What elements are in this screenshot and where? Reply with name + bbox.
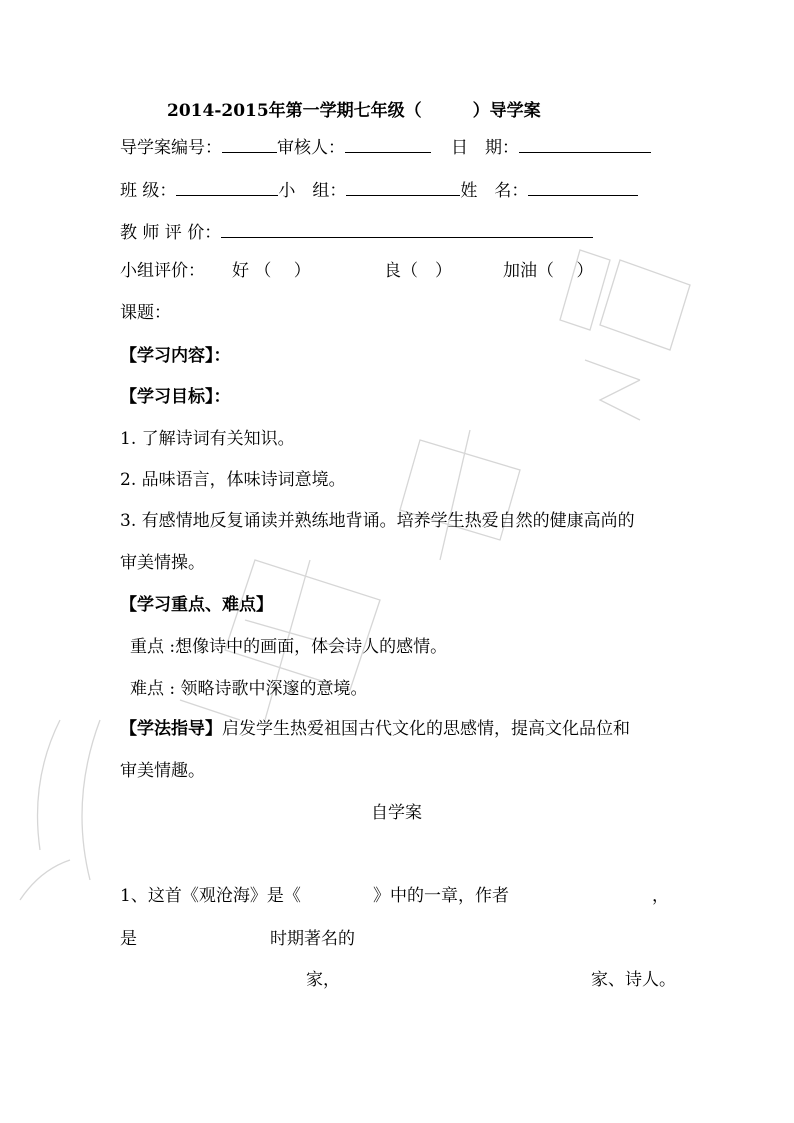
- q1-part1: 1、这首《观沧海》是《: [120, 886, 301, 906]
- goal-item: 2. 品味语言，体味诗词意境。: [120, 470, 346, 490]
- info-row-2: [120, 178, 638, 202]
- guide-no-label: 导学案编号：: [120, 138, 222, 158]
- difficult-point: 难点 : 领略诗歌中深邃的意境。: [130, 679, 368, 699]
- group-label: 小 组：: [278, 181, 347, 201]
- key-heading: 【学习重点、难点】: [120, 595, 273, 615]
- q1-line3-a: 家，: [306, 970, 340, 990]
- goal-item: 3. 有感情地反复诵读并熟练地背诵。培养学生热爱自然的健康高尚的: [120, 511, 635, 531]
- method-heading: 【学法指导】: [120, 719, 222, 739]
- goal-item: 1. 了解诗词有关知识。: [120, 429, 295, 449]
- topic-label: 课题：: [120, 303, 171, 323]
- class-field[interactable]: [176, 178, 278, 196]
- teacher-eval-label: 教 师 评 价：: [120, 223, 222, 243]
- reviewer-label: 审核人：: [277, 138, 345, 158]
- group-eval-fine[interactable]: 良（ ）: [384, 261, 452, 281]
- date-field[interactable]: [519, 135, 651, 153]
- name-field[interactable]: [528, 178, 638, 196]
- q1-line2-start: 是: [120, 929, 137, 949]
- name-label: 姓 名：: [460, 181, 529, 201]
- q1-line2-mid: 时期著名的: [270, 929, 355, 949]
- goal-item: 审美情操。: [120, 553, 205, 573]
- method-guide: [120, 718, 630, 740]
- q1-part2: 》中的一章，作者: [373, 886, 509, 906]
- group-eval-cheer[interactable]: 加油（ ）: [503, 261, 594, 281]
- info-row-1: [120, 135, 651, 159]
- content-heading: 【学习内容】：: [120, 346, 231, 366]
- reviewer-field[interactable]: [345, 135, 431, 153]
- date-label: 日 期：: [451, 138, 519, 158]
- teacher-eval-field[interactable]: [221, 220, 593, 238]
- method-text: 启发学生热爱祖国古代文化的思感情，提高文化品位和: [222, 719, 630, 739]
- group-field[interactable]: [346, 178, 460, 196]
- class-label: 班 级：: [120, 181, 177, 201]
- guide-no-field[interactable]: [222, 135, 277, 153]
- q1-comma: ，: [652, 886, 669, 906]
- self-study-title: 自学案: [371, 803, 422, 823]
- key-point: 重点 :想像诗中的画面，体会诗人的感情。: [130, 637, 448, 657]
- page-title: 2014-2015年第一学期七年级（ ）导学案: [167, 101, 541, 121]
- method-cont: 审美情趣。: [120, 761, 205, 781]
- group-eval-label: 小组评价：: [120, 261, 205, 281]
- goals-heading: 【学习目标】：: [120, 387, 231, 407]
- info-row-3: [120, 220, 593, 244]
- group-eval-good[interactable]: 好 （ ）: [232, 261, 311, 281]
- q1-line3-b: 家、诗人。: [591, 970, 676, 990]
